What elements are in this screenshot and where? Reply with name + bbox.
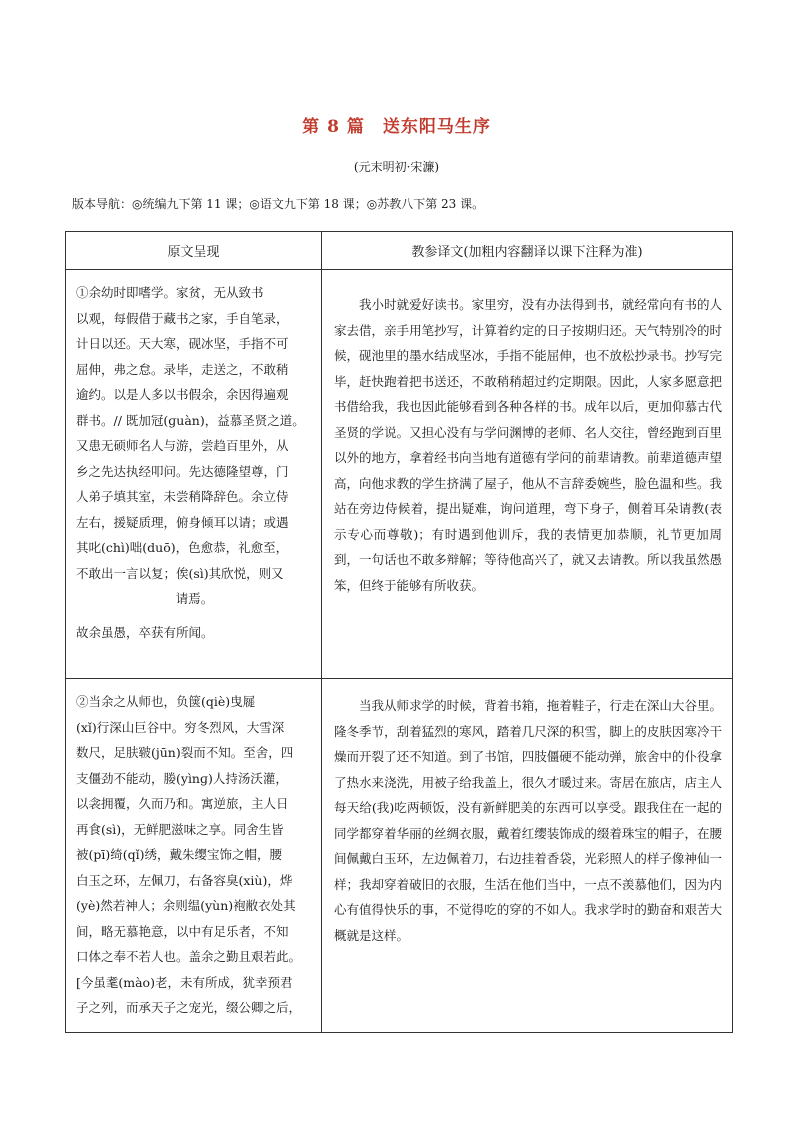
original-line: 逾约。以是人多以书假余，余因得遍观 [76, 387, 289, 402]
page-title [0, 112, 793, 137]
translation-paragraph: 当我从师求学的时候，背着书箱，拖着鞋子，行走在深山大谷里。隆冬季节，刮着猛烈的寒风，踏着几尺深的积雪，脚上的皮肤因寒冷干燥而开裂了还不知道。到了书馆，四肢僵硬不能动弹，旅舍中的仆役拿了热水来浇洗，用被子给我盖上，很久才暖过来。寄居在旅店，店主人每天给(我)吃两顿饭，没有新鲜肥美的东西可以享受。跟我住在一起的同学都穿着华丽的丝绸衣服，戴着红缨装饰成的缀着珠宝的帽子，在腰间佩戴白玉环，左边佩着刀，右边挂着香袋，光彩照人的样子像神仙一样；我却穿着破旧的衣服，生活在他们当中，一点不羡慕他们，因为内心有值得快乐的事，不觉得吃的穿的不如人。我求学时的勤奋和艰苦大概就是这样。 [334, 698, 722, 943]
table-header-row [66, 232, 733, 270]
translation-cell [322, 270, 733, 679]
title-part-number: 第 8 篇 [302, 117, 365, 137]
text-table [65, 231, 733, 1033]
original-line: 群书。// 既加冠(ɡuàn)，益慕圣贤之道。 [76, 412, 305, 428]
original-line: 子之列，而承天子之宠光，缀公卿之后， [76, 1000, 302, 1015]
original-line: [今虽耄(mào)老，未有所成，犹幸预君 [76, 974, 293, 990]
original-line: 计日以还。天大寒，砚冰坚，手指不可 [76, 336, 289, 351]
original-line: ②当余之从师也，负箧(qiè)曳屣 [76, 694, 256, 709]
original-line: 白玉之环，左佩刀，右备容臭(xiù)，烨 [76, 872, 293, 888]
original-line: 请焉。 [175, 591, 214, 606]
original-line: 故余虽愚，卒获有所闻。 [76, 624, 214, 640]
original-line: 其叱(chì)咄(duō)，色愈恭，礼愈至， [76, 540, 289, 555]
original-line: 支僵劲不能动，媵(yìnɡ)人持汤沃灌， [76, 770, 288, 786]
original-line: (xǐ)行深山巨谷中。穷冬烈风，大雪深 [76, 719, 285, 735]
original-line: 间，略无慕艳意，以中有足乐者，不知 [76, 923, 289, 939]
original-line: 不敢出一言以复；俟(sì)其欣悦，则又 [76, 565, 284, 581]
original-line: 再食(sì)，无鲜肥滋味之享。同舍生皆 [76, 821, 284, 837]
original-line: ①余幼时即嗜学。家贫，无从致书 [76, 285, 264, 300]
original-line: 乡之先达执经叩问。先达德隆望尊，门 [76, 463, 289, 479]
version-navigation: 版本导航：◎统编九下第 11 课；◎语文九下第 18 课；◎苏教八下第 23 课。 [72, 197, 485, 211]
header-translation: 教参译文(加粗内容翻译以课下注释为准) [322, 232, 733, 270]
original-line: (yè)然若神人；余则缊(yùn)袍敝衣处其 [76, 898, 296, 913]
original-line: 数尺，足肤皲(jūn)裂而不知。至舍，四 [76, 745, 294, 760]
header-original: 原文呈现 [66, 232, 322, 270]
table-row [66, 679, 733, 1033]
author-line: (元末明初·宋濂) [353, 160, 440, 174]
original-line: 以衾拥覆，久而乃和。寓逆旅，主人日 [76, 796, 289, 811]
original-line: 屈伸，弗之怠。录毕，走送之，不敢稍 [76, 361, 289, 377]
translation-cell [322, 679, 733, 1033]
title-essay-name: 送东阳马生序 [382, 117, 491, 137]
translation-paragraph: 我小时就爱好读书。家里穷，没有办法得到书，就经常向有书的人家去借，亲手用笔抄写，计算着约定的日子按期归还。天气特别冷的时候，砚池里的墨水结成坚冰，手指不能屈伸，也不放松抄录书。抄写完毕，赶快跑着把书送还，不敢稍稍超过约定期限。因此，人家多愿意把书借给我，我也因此能够看到各种各样的书。成年以后，更加仰慕古代圣贤的学说。又担心没有与学问渊博的老师、名人交往，曾经跑到百里以外的地方，拿着经书向当地有道德有学问的前辈请教。前辈道德声望高，向他求教的学生挤满了屋子，他从不言辞委婉些，脸色温和些。我站在旁边侍候着，提出疑难，询问道理，弯下身子，侧着耳朵请教(表示专心而尊敬)；有时遇到他训斥，我的表情更加恭顺，礼节更加周到，一句话也不敢多辩解；等待他高兴了，就又去请教。所以我虽然愚笨，但终于能够有所收获。 [334, 297, 722, 593]
original-line: 被(pī)绮(qǐ)绣，戴朱缨宝饰之帽，腰 [76, 847, 283, 862]
original-line: 左右，援疑质理，俯身倾耳以请；或遇 [76, 514, 289, 530]
table-row [66, 270, 733, 679]
original-text-cell [66, 679, 322, 1033]
original-text-cell [66, 270, 322, 679]
original-line: 以观，每假借于藏书之家，手自笔录， [76, 310, 289, 326]
original-line: 口体之奉不若人也。盖余之勤且艰若此。 [76, 949, 302, 964]
original-line: 人弟子填其室，未尝稍降辞色。余立侍 [76, 489, 289, 504]
original-line: 又患无硕师名人与游，尝趋百里外，从 [76, 438, 289, 453]
